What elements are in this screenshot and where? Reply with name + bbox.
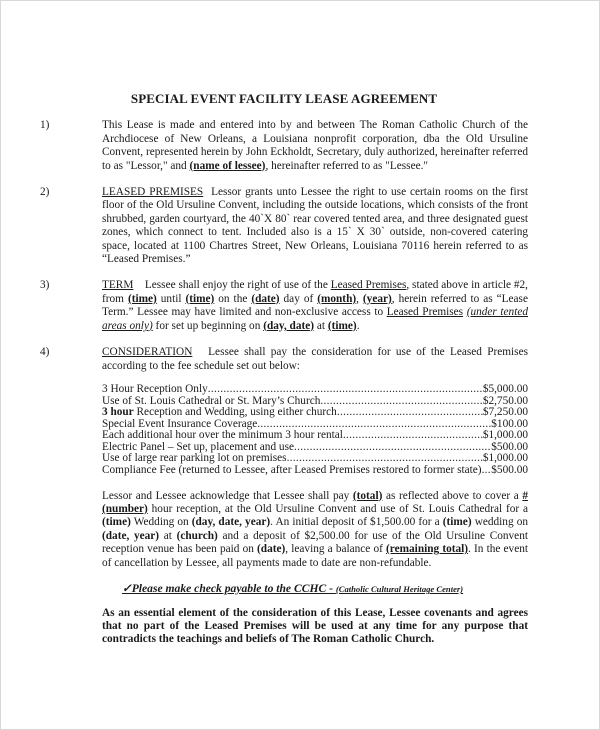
fee-label xyxy=(102,407,337,419)
section-4-intro xyxy=(102,346,528,373)
text-part: and a deposit of $2,500.00 for use of the Old Ursuline Convent reception venue has been paid on xyxy=(102,529,528,556)
text-part: as reflected above to cover a xyxy=(382,489,523,502)
time-field: (time) xyxy=(102,516,131,529)
dot-leader xyxy=(320,396,482,408)
time-field: (time) xyxy=(127,292,157,305)
section-heading: LEASED PREMISES xyxy=(102,186,204,199)
section-number: 3) xyxy=(40,279,50,292)
text-part: Wedding on xyxy=(130,516,192,529)
fee-row xyxy=(102,442,528,454)
total-field: (total) xyxy=(352,489,383,502)
day-date-year-field: (day, date, year) xyxy=(191,516,271,529)
text-part: day of xyxy=(279,292,318,305)
section-1-text xyxy=(102,119,528,173)
section-2-body: Lessor grants unto Lessee the right to use certain rooms on the first floor of the Old Ursuline Convent, including the outside locations, which consists of the front shrubbed, garden courtyard, the 40`X 80` rear covered tented area, and three designated guest zones, which connect to tent. Included also is a 15` X 30` outside, non-covered catering space, located at 1100 Chartres Street, New Orleans, Louisiana 70116 herein referred to as “Leased Premises.” xyxy=(102,186,528,266)
time-field: (time) xyxy=(185,292,215,305)
document-title: SPECIAL EVENT FACILITY LEASE AGREEMENT xyxy=(130,91,438,106)
text-part: , leaving a balance of xyxy=(285,543,387,556)
section-heading: TERM xyxy=(102,279,134,292)
fee-amount: $100.00 xyxy=(491,418,528,430)
text-part: at xyxy=(314,319,328,332)
dot-leader xyxy=(294,442,491,454)
fee-amount: $500.00 xyxy=(491,465,528,477)
check-payable-main: ✓Please make check payable to the CCHC - xyxy=(122,582,336,596)
hash-field: # xyxy=(522,489,528,502)
fee-label-rest: Reception and Wedding, using either church xyxy=(133,407,337,419)
number-field: (number) xyxy=(102,503,148,516)
dot-leader xyxy=(208,384,483,396)
time-field: (time) xyxy=(327,319,357,332)
section-number: 2) xyxy=(40,186,50,199)
day-date-field: (day, date) xyxy=(263,319,315,332)
text-part: on the xyxy=(214,292,252,305)
dot-leader xyxy=(287,453,483,465)
time-field: (time) xyxy=(442,516,472,529)
fee-row xyxy=(102,465,528,477)
fee-row xyxy=(102,453,528,465)
section-1-text-part: This Lease is made and entered into by and between The Roman Catholic Church of the Archdiocese of New Orleans, a Louisiana nonprofit corporation, dba the Old Ursuline Convent, represented herein by John Eckholdt, Secretary, duly authorized, hereinafter referred to as "Lessor," and xyxy=(102,119,528,172)
fee-schedule xyxy=(102,384,528,477)
fee-row xyxy=(102,384,528,396)
dot-leader xyxy=(343,430,483,442)
fee-label: Electric Panel – Set up, placement and use xyxy=(102,441,294,453)
fee-label: Compliance Fee (returned to Lessee, after Leased Premises restored to former state) xyxy=(102,465,482,477)
remaining-total-field: (remaining total) xyxy=(386,543,469,556)
fee-row xyxy=(102,419,528,431)
fee-label: Use of large rear parking lot on premises xyxy=(102,453,287,465)
section-2 xyxy=(40,186,528,266)
section-heading: CONSIDERATION xyxy=(102,346,193,359)
section-4-intro-text: Lessee shall pay the consideration for use of the Leased Premises according to the fee schedule set out below: xyxy=(102,346,528,372)
text-part: . In the event of cancellation by Lessee, all payments made to date are non-refundable. xyxy=(102,543,528,569)
text-part: until xyxy=(156,292,186,305)
fee-label-bold: 3 hour xyxy=(102,407,134,419)
text-part: , herein referred to as “Lease Term.” Lessee may have limited and non-exclusive access to xyxy=(102,292,528,319)
leased-premises-ref: Leased Premises xyxy=(330,279,407,292)
text-part: . xyxy=(356,319,360,332)
year-field: (year) xyxy=(362,292,392,305)
lease-document xyxy=(40,92,528,647)
fee-label: Special Event Insurance Coverage xyxy=(102,418,258,430)
section-3-text xyxy=(102,279,528,333)
text-part: Lessee shall enjoy the right of use of the xyxy=(144,279,331,292)
dot-leader xyxy=(482,465,492,477)
fee-amount: $2,750.00 xyxy=(482,395,528,407)
date-year-field: (date, year) xyxy=(102,529,160,542)
fee-amount: $7,250.00 xyxy=(482,407,528,419)
acknowledgement-paragraph xyxy=(102,490,528,570)
text-part: . An initial deposit of $1,500.00 for a xyxy=(270,516,443,529)
section-2-text xyxy=(102,186,528,266)
fee-label: 3 Hour Reception Only xyxy=(102,383,208,395)
fee-amount: $1,000.00 xyxy=(482,430,528,442)
section-number: 1) xyxy=(40,119,50,132)
fee-label: Use of St. Louis Cathedral or St. Mary’s Church xyxy=(102,395,321,407)
section-3 xyxy=(40,279,528,333)
section-1-text-part: , hereinafter referred to as "Lessee." xyxy=(265,159,429,172)
text-part: at xyxy=(159,529,177,542)
check-payable-note xyxy=(102,582,528,596)
text-part: Lessor and Lessee acknowledge that Lessee shall pay xyxy=(102,489,353,502)
church-field: (church) xyxy=(176,529,218,542)
section-4 xyxy=(40,346,528,373)
date-field: (date) xyxy=(251,292,280,305)
check-payable-org: (Catholic Cultural Heritage Center) xyxy=(335,584,464,595)
under-tented-note: (under tented areas only) xyxy=(102,306,529,332)
text-part: wedding on xyxy=(471,516,528,529)
covenant-paragraph: As an essential element of the consideration of this Lease, Lessee covenants and agrees that no part of the Leased Premises will be used at any time for any purpose that contradicts the teachings and beliefs of The Roman Catholic Church. xyxy=(102,606,528,646)
date-field: (date) xyxy=(257,543,286,556)
fee-row xyxy=(102,407,528,419)
fee-amount: $500.00 xyxy=(491,441,528,453)
leased-premises-ref: Leased Premises xyxy=(386,306,464,319)
month-field: (month) xyxy=(317,292,357,305)
section-1 xyxy=(40,119,528,173)
name-of-lessee-field: (name of lessee) xyxy=(189,159,266,172)
fee-amount: $5,000.00 xyxy=(482,383,528,395)
fee-amount: $1,000.00 xyxy=(482,453,528,465)
dot-leader xyxy=(257,419,491,431)
fee-row xyxy=(102,430,528,442)
fee-label: Each additional hour over the minimum 3 hour rental xyxy=(102,430,343,442)
fee-row xyxy=(102,396,528,408)
text-part: hour reception, at the Old Ursuline Convent and use of St. Louis Cathedral for a xyxy=(147,503,528,516)
dot-leader xyxy=(337,407,483,419)
text-part: , xyxy=(356,292,363,305)
text-part: , stated above in article #2, from xyxy=(102,279,528,305)
section-number: 4) xyxy=(40,346,50,359)
text-part: for set up beginning on xyxy=(152,319,264,332)
